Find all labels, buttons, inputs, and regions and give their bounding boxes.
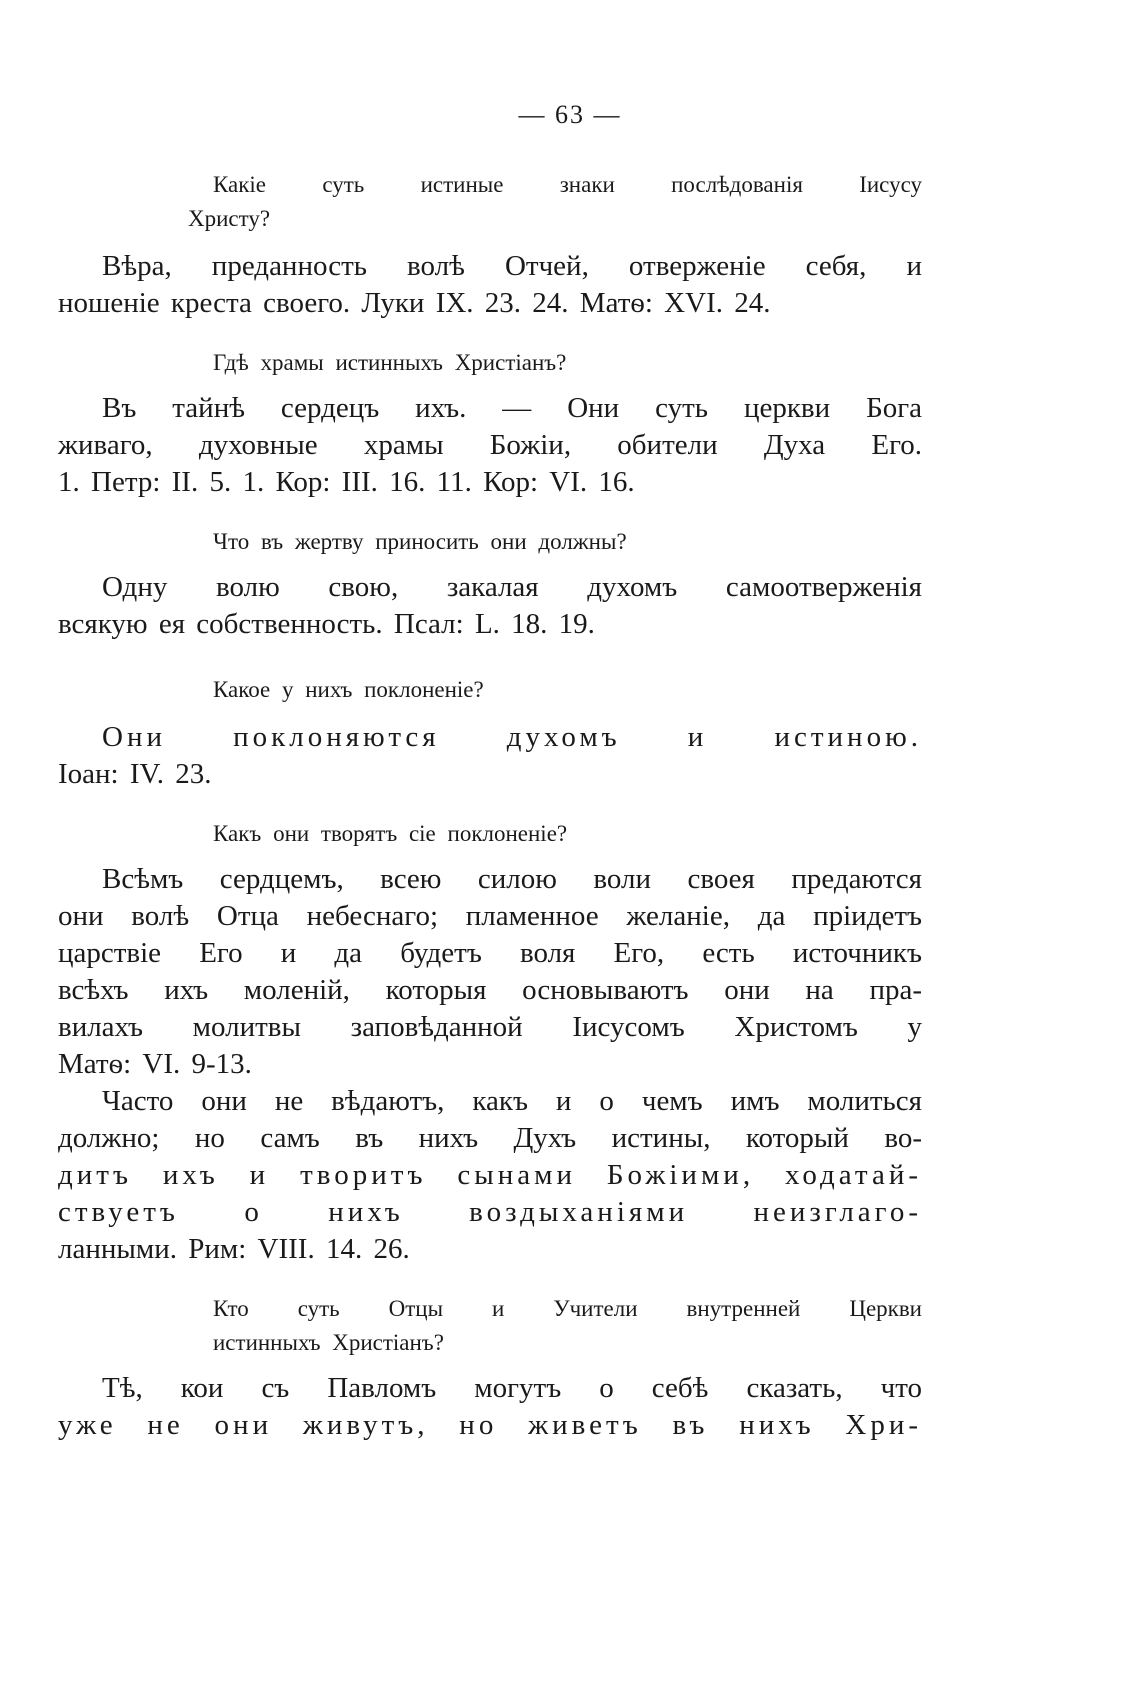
answer-line: всѣхъ ихъ моленій, которыя основываютъ они на пра- (58, 974, 922, 1006)
answer-paragraph (58, 390, 922, 501)
answer-line: ношеніе креста своего. Луки IX. 23. 24. Матѳ: XVI. 24. (58, 287, 771, 319)
answer-line: вилахъ молитвы заповѣданной Іисусомъ Христомъ у (58, 1011, 922, 1043)
question-text: Какіе суть истиные знаки послѣдованія Іисусу (213, 172, 922, 197)
question-text: Кто суть Отцы и Учители внутренней Церкви (213, 1296, 922, 1321)
question-text: Гдѣ храмы истинныхъ Христіанъ? (213, 350, 567, 375)
answer-line: они волѣ Отца небеснаго; пламенное желаніе, да пріидетъ (58, 900, 922, 932)
question-heading (213, 673, 922, 707)
answer-line: царствіе Его и да будетъ воля Его, есть источникъ (58, 937, 922, 969)
question-heading (213, 525, 922, 559)
answer-line: Вѣра, преданность волѣ Отчей, отверженіе себя, и (102, 250, 922, 282)
answer-paragraph (58, 719, 922, 793)
answer-line: дитъ ихъ и творитъ сынами Божіими, ходатай- (58, 1159, 922, 1191)
answer-paragraph (58, 248, 922, 322)
answer-line: ствуетъ о нихъ воздыханіями неизглаго- (58, 1196, 922, 1228)
question-heading (213, 346, 922, 380)
answer-paragraph (58, 1083, 922, 1268)
question-text: Христу? (188, 206, 271, 231)
answer-line: Тѣ, кои съ Павломъ могутъ о себѣ сказать, что (102, 1372, 922, 1404)
answer-line: Матѳ: VI. 9-13. (58, 1048, 252, 1080)
answer-paragraph (58, 569, 922, 643)
answer-line: Всѣмъ сердцемъ, всею силою воли своея предаются (102, 863, 922, 895)
answer-line: Одну волю свою, закалая духомъ самоотверженія (102, 571, 922, 603)
answer-paragraph (58, 861, 922, 1083)
question-text: истинныхъ Христіанъ? (213, 1330, 444, 1355)
page-number: — 63 — (518, 100, 622, 129)
question-heading (213, 1292, 922, 1360)
question-text: Что въ жертву приносить они должны? (213, 529, 627, 554)
answer-line: Часто они не вѣдаютъ, какъ и о чемъ имъ молиться (102, 1085, 922, 1117)
answer-line: должно; но самъ въ нихъ Духъ истины, который во- (58, 1122, 922, 1154)
question-text: Какъ они творятъ сіе поклоненіе? (213, 821, 568, 846)
question-heading (213, 817, 922, 851)
answer-paragraph (58, 1370, 922, 1444)
answer-line: 1. Петр: II. 5. 1. Кор: III. 16. 11. Кор: VI. 16. (58, 466, 635, 498)
question-text: Какое у нихъ поклоненіе? (213, 677, 484, 702)
answer-line: уже не они живутъ, но живетъ въ нихъ Хри- (58, 1409, 922, 1441)
question-heading (188, 168, 922, 236)
answer-line: Они поклоняются духомъ и истиною. (102, 721, 922, 753)
page-content (58, 168, 922, 1444)
answer-line: всякую ея собственность. Псал: L. 18. 19. (58, 608, 595, 640)
answer-line: ланными. Рим: VIII. 14. 26. (58, 1233, 410, 1265)
answer-line: Въ тайнѣ сердецъ ихъ. — Они суть церкви Бога (102, 392, 922, 424)
answer-line: Іоан: IV. 23. (58, 758, 212, 790)
answer-line: живаго, духовные храмы Божіи, обители Духа Его. (58, 429, 922, 461)
